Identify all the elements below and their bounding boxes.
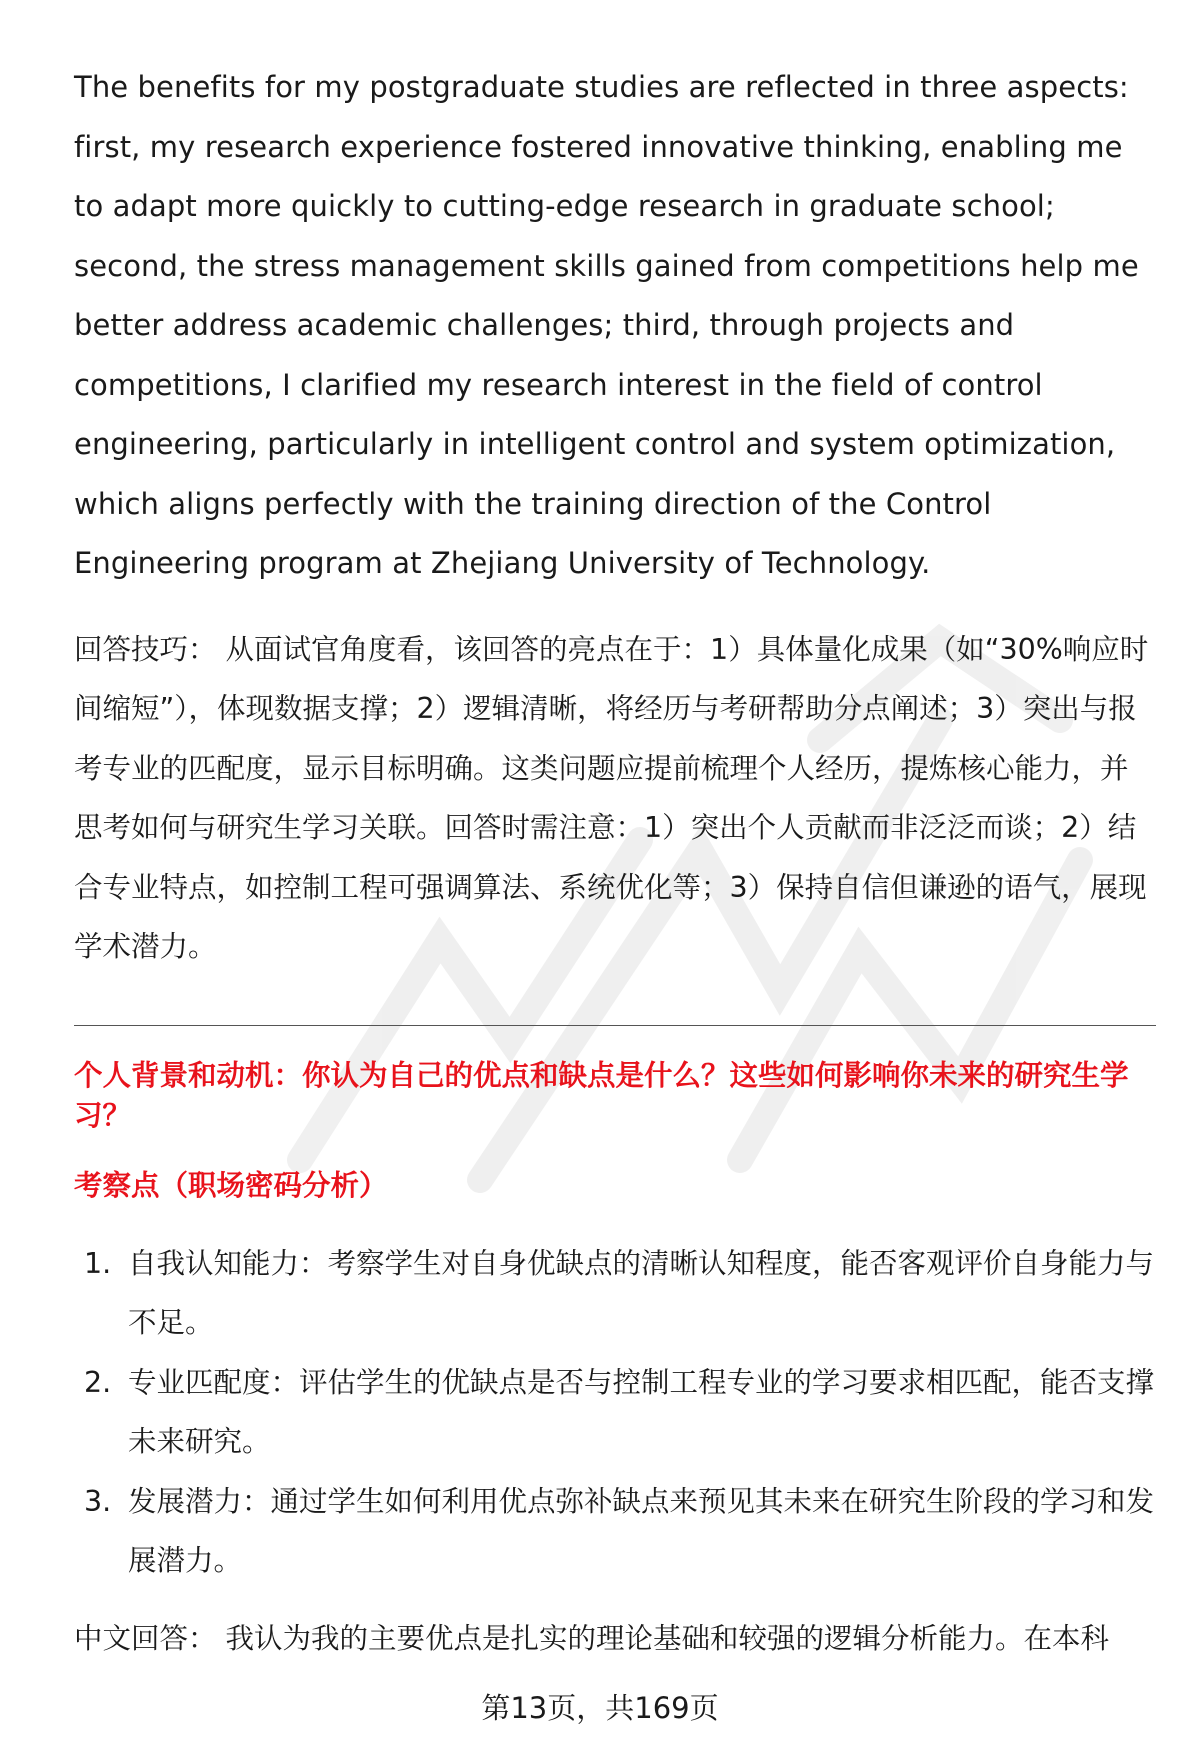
question-heading: 个人背景和动机：你认为自己的优点和缺点是什么？这些如何影响你未来的研究生学习？	[74, 1058, 1129, 1132]
list-item	[74, 1353, 1156, 1472]
list-item-text: 自我认知能力：考察学生对自身优缺点的清晰认知程度，能否客观评价自身能力与不足。	[128, 1246, 1155, 1339]
list-item-text: 发展潜力：通过学生如何利用优点弥补缺点来预见其未来在研究生阶段的学习和发展潜力。	[128, 1484, 1155, 1577]
chinese-answer-start: 中文回答： 我认为我的主要优点是扎实的理论基础和较强的逻辑分析能力。在本科	[74, 1621, 1110, 1655]
list-item-number: 1.	[84, 1246, 112, 1280]
assessment-points-heading: 考察点（职场密码分析）	[74, 1168, 388, 1202]
document-page	[74, 58, 1156, 1668]
list-item-text: 专业匹配度：评估学生的优缺点是否与控制工程专业的学习要求相匹配，能否支撑未来研究。	[128, 1365, 1155, 1458]
list-item-number: 3.	[84, 1484, 112, 1518]
english-answer-paragraph: The benefits for my postgraduate studies are reflected in three aspects: first, my research experience fostered innovative thinking, enabling me to adapt more quickly to cutting-edge research in graduate school; second, the stress management skills gained from competitions help me better address academic challenges; third, through projects and competitions, I clarified my research interest in the field of control engineering, particularly in intelligent control and system optimization, which aligns perfectly with the training direction of the Control Engineering program at Zhejiang University of Technology.	[74, 70, 1139, 580]
list-item	[74, 1234, 1156, 1353]
section-divider	[74, 1025, 1156, 1026]
answer-tips-paragraph: 回答技巧： 从面试官角度看，该回答的亮点在于：1）具体量化成果（如“30%响应时间缩短”），体现数据支撑；2）逻辑清晰，将经历与考研帮助分点阐述；3）突出与报考专业的匹配度，显示目标明确。这类问题应提前梳理个人经历，提炼核心能力，并思考如何与研究生学习关联。回答时需注意：1）突出个人贡献而非泛泛而谈；2）结合专业特点，如控制工程可强调算法、系统优化等；3）保持自信但谦逊的语气，展现学术潜力。	[74, 632, 1149, 963]
list-item-number: 2.	[84, 1365, 112, 1399]
assessment-points-list	[74, 1234, 1156, 1591]
page-number-footer: 第13页，共169页	[481, 1691, 719, 1725]
list-item	[74, 1472, 1156, 1591]
